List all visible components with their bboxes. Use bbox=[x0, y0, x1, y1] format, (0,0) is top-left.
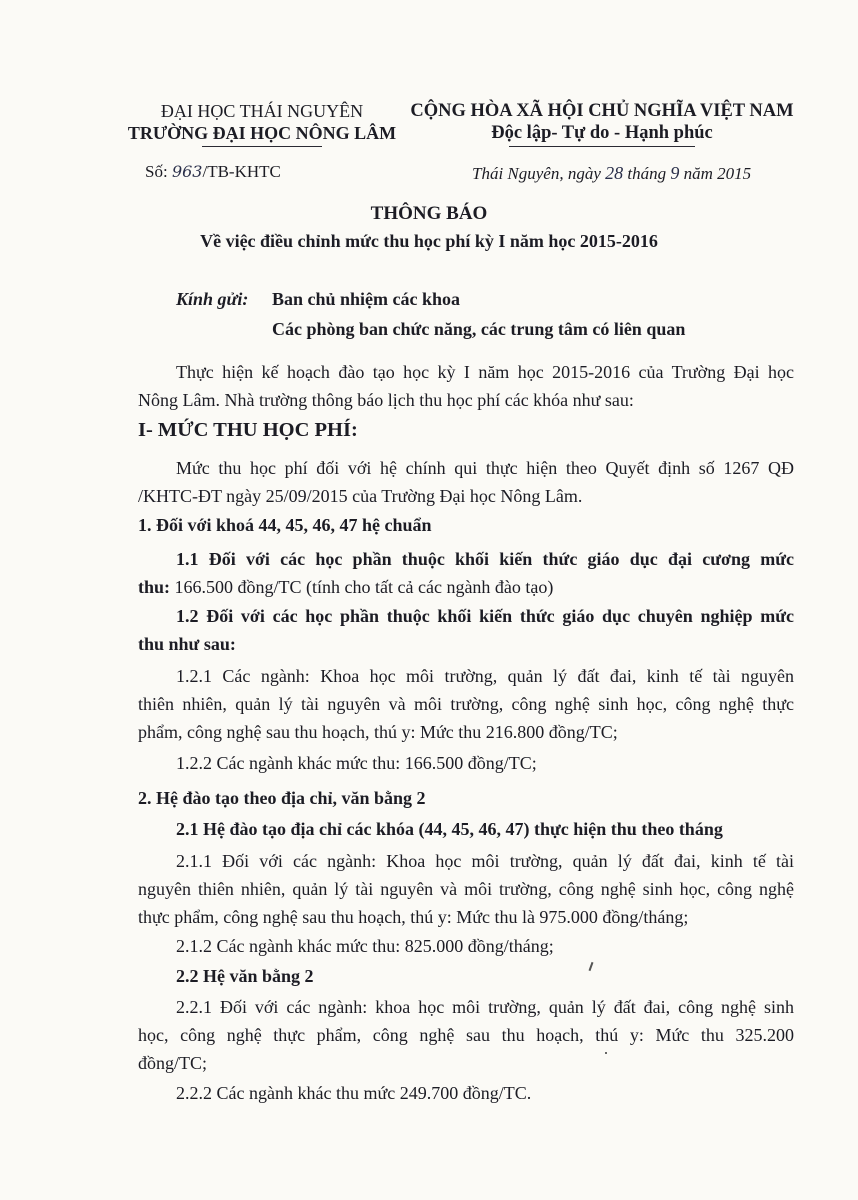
country-name: CỘNG HÒA XÃ HỘI CHỦ NGHĨA VIỆT NAM bbox=[410, 101, 794, 121]
section-I-text bbox=[138, 454, 794, 510]
recipient-2: Các phòng ban chức năng, các trung tâm có liên quan bbox=[272, 319, 686, 339]
section-I-line: Mức thu học phí đối với hệ chính qui thực hiện theo Quyết định số 1267 QĐ bbox=[176, 458, 794, 478]
section-1-2-line: thu như sau: bbox=[138, 634, 236, 654]
section-1-1-heading-end: thu: bbox=[138, 577, 171, 597]
scan-speck bbox=[605, 1052, 607, 1054]
section-1-heading: 1. Đối với khoá 44, 45, 46, 47 hệ chuẩn bbox=[138, 515, 432, 535]
national-motto: Độc lập- Tự do - Hạnh phúc bbox=[491, 123, 713, 143]
intro-line: Nông Lâm. Nhà trường thông báo lịch thu học phí các khóa như sau: bbox=[138, 390, 634, 410]
document-date bbox=[472, 163, 751, 184]
section-2-2-1 bbox=[138, 993, 794, 1077]
section-2-2-1-line: học, công nghệ thực phẩm, công nghệ sau thu hoạch, thú y: Mức thu 325.200 bbox=[138, 1025, 794, 1045]
section-1-2-2: 1.2.2 Các ngành khác mức thu: 166.500 đồng/TC; bbox=[176, 753, 537, 773]
date-day: 28 bbox=[605, 163, 624, 183]
doc-number-prefix: Số: bbox=[145, 162, 168, 181]
motto-underline bbox=[509, 146, 695, 147]
recipient-1: Ban chủ nhiệm các khoa bbox=[272, 289, 461, 309]
section-2-1-2: 2.1.2 Các ngành khác mức thu: 825.000 đồng/tháng; bbox=[176, 936, 554, 956]
issuer-underline bbox=[202, 146, 322, 147]
section-2-2-heading: 2.2 Hệ văn bằng 2 bbox=[176, 966, 314, 986]
section-1-1-text: 166.500 đồng/TC (tính cho tất cả các ngành đào tạo) bbox=[174, 577, 554, 597]
recipients-label: Kính gửi: bbox=[176, 289, 249, 309]
recipients bbox=[176, 284, 685, 344]
section-2-1-1-line: 2.1.1 Đối với các ngành: Khoa học môi trường, quản lý đất đai, kinh tế tài bbox=[176, 851, 794, 871]
section-1-2-1 bbox=[138, 662, 794, 746]
section-1-2-1-line: thiên nhiên, quản lý tài nguyên và môi trường, công nghệ sinh học, công nghệ thực bbox=[138, 694, 794, 714]
section-2-1-1-line: thực phẩm, công nghệ sau thu hoạch, thú y: Mức thu là 975.000 đồng/tháng; bbox=[138, 907, 689, 927]
section-1-2-1-line: 1.2.1 Các ngành: Khoa học môi trường, quản lý đất đai, kinh tế tài nguyên bbox=[176, 666, 794, 686]
section-2-1-line: 2.1 Hệ đào tạo địa chỉ các khóa (44, 45, 46, 47) thực hiện thu theo tháng bbox=[176, 819, 723, 839]
section-1-2-heading bbox=[138, 602, 794, 658]
issuer-parent: ĐẠI HỌC THÁI NGUYÊN bbox=[160, 101, 364, 121]
section-I-heading: I- MỨC THU HỌC PHÍ: bbox=[138, 419, 358, 441]
section-2-2-1-line: 2.2.1 Đối với các ngành: khoa học môi trường, quản lý đất đai, công nghệ sinh bbox=[176, 997, 794, 1017]
section-1-2-line: 1.2 Đối với các học phần thuộc khối kiến thức giáo dục chuyên nghiệp mức bbox=[176, 606, 794, 626]
section-2-1-1 bbox=[138, 847, 794, 931]
date-place: Thái Nguyên, ngày bbox=[472, 164, 601, 183]
section-1-1-heading: 1.1 Đối với các học phần thuộc khối kiến thức giáo dục đại cương mức bbox=[176, 549, 794, 569]
document-number bbox=[145, 162, 281, 182]
page-subtitle: Về việc điều chỉnh mức thu học phí kỳ I năm học 2015-2016 bbox=[200, 231, 658, 251]
section-2-2-1-line: đồng/TC; bbox=[138, 1053, 208, 1073]
doc-number-suffix: /TB-KHTC bbox=[202, 162, 281, 181]
intro-paragraph bbox=[138, 358, 794, 414]
intro-line: Thực hiện kế hoạch đào tạo học kỳ I năm học 2015-2016 của Trường Đại học bbox=[176, 362, 794, 382]
section-1-2-1-line: phẩm, công nghệ sau thu hoạch, thú y: Mức thu 216.800 đồng/TC; bbox=[138, 722, 618, 742]
section-I-line: /KHTC-ĐT ngày 25/09/2015 của Trường Đại học Nông Lâm. bbox=[138, 486, 583, 506]
national-motto-block bbox=[402, 100, 802, 147]
section-1-1 bbox=[138, 545, 794, 601]
date-month-label: tháng bbox=[627, 164, 667, 183]
section-2-2-2: 2.2.2 Các ngành khác thu mức 249.700 đồng/TC. bbox=[176, 1083, 532, 1103]
section-2-1-1-line: nguyên thiên nhiên, quản lý tài nguyên và môi trường, công nghệ sinh học, công nghệ bbox=[138, 879, 794, 899]
issuer-name: TRƯỜNG ĐẠI HỌC NÔNG LÂM bbox=[127, 123, 397, 143]
issuer-block bbox=[112, 100, 412, 147]
date-year: năm 2015 bbox=[683, 164, 752, 183]
section-2-1-heading bbox=[138, 815, 794, 843]
page-title: THÔNG BÁO bbox=[370, 203, 488, 224]
date-month: 9 bbox=[670, 163, 680, 183]
doc-number-handwritten: 963 bbox=[171, 162, 203, 181]
section-2-heading: 2. Hệ đào tạo theo địa chỉ, văn bằng 2 bbox=[138, 788, 426, 808]
